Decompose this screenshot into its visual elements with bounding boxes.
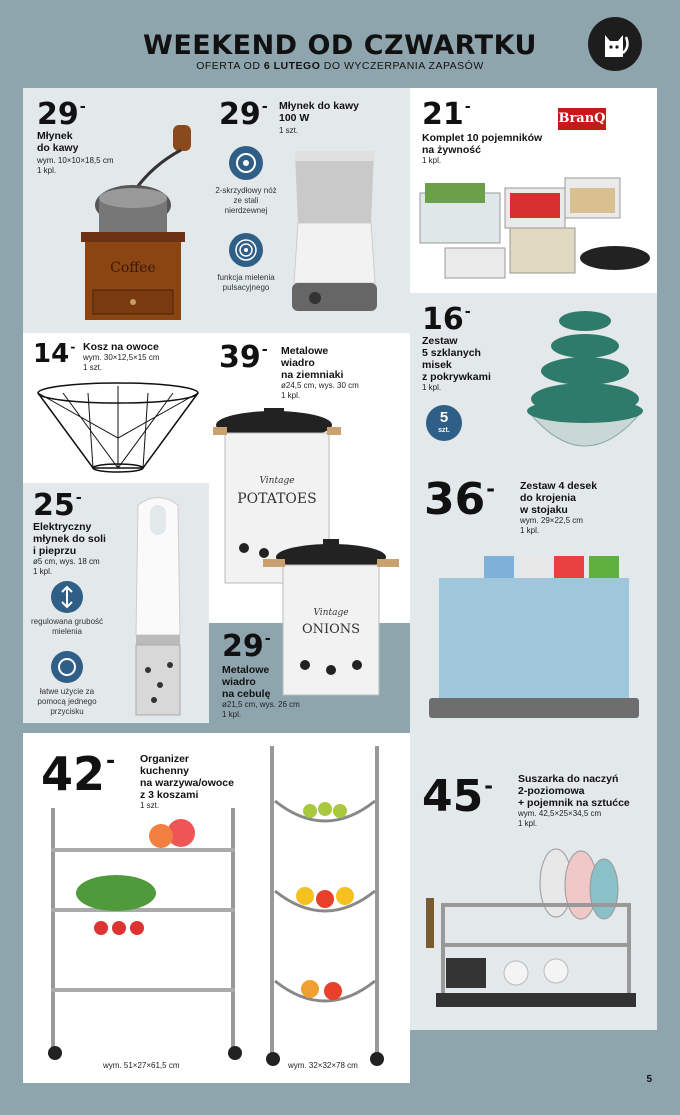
price: 42-	[41, 747, 116, 801]
product-card-cutting-boards	[410, 468, 657, 733]
price: 45-	[422, 771, 493, 822]
wire-basket-image	[33, 378, 203, 478]
product-title: Suszarka do naczyń 2-poziomowa + pojemnik na sztućce	[518, 773, 630, 809]
cutting-boards-image	[424, 548, 649, 728]
grind-adjust-icon	[51, 581, 83, 613]
product-title: Komplet 10 pojemników na żywność	[422, 132, 543, 156]
organizer-dims-a: wym. 51×27×61,5 cm	[103, 1061, 180, 1070]
product-info: 1 szt.	[140, 801, 160, 810]
product-title: Zestaw 5 szklanych misek z pokrywkami	[422, 335, 491, 383]
containers-image	[415, 173, 655, 288]
price: 29-	[219, 97, 268, 132]
product-info: 1 kpl.	[422, 156, 442, 165]
price: 21-	[422, 97, 471, 132]
price: 39-	[219, 340, 268, 375]
page-number: 5	[646, 1074, 652, 1085]
product-title: Kosz na owoce	[83, 341, 159, 353]
price: 14-	[33, 339, 76, 369]
product-title: Organizer kuchenny na warzywa/owoce z 3 koszami	[140, 753, 234, 801]
product-card-organizer	[23, 733, 410, 1083]
coffee-grinder-image	[73, 120, 203, 330]
trolley-tower-image	[255, 741, 395, 1071]
price: 16-	[422, 302, 471, 337]
product-title: Młynek do kawy 100 W	[279, 100, 359, 124]
electric-grinder-image	[287, 143, 382, 318]
product-title: Metalowe wiadro na ziemniaki	[281, 345, 344, 381]
product-info: wym. 30×12,5×15 cm 1 szt.	[83, 353, 160, 372]
svg-text:Vintage: Vintage	[313, 608, 349, 618]
svg-text:ONIONS: ONIONS	[301, 622, 361, 637]
product-info: wym. 29×22,5 cm 1 kpl.	[520, 516, 583, 535]
price: 36-	[424, 474, 495, 525]
blade-icon	[229, 146, 263, 180]
onions-bucket-image	[255, 535, 415, 705]
product-card-grinder-wood	[23, 88, 209, 333]
product-info: wym. 10×10×18,5 cm 1 kpl.	[37, 156, 114, 175]
feature-button: łatwe użycie za pomocą jednego przycisku	[37, 687, 97, 716]
brand-logo: BranQ	[558, 108, 606, 130]
price: 25-	[33, 488, 82, 523]
quantity-badge: 5 szt.	[426, 405, 462, 441]
feature-pulse: funkcja mielenia pulsacyjnego	[217, 273, 275, 292]
one-button-icon	[51, 651, 83, 683]
svg-text:Coffee: Coffee	[110, 260, 156, 276]
product-card-fruit-basket	[23, 333, 209, 483]
product-card-salt-mill	[23, 483, 209, 723]
trolley-three-tier-image	[41, 798, 246, 1068]
offer-suffix: DO WYCZERPANIA ZAPASÓW	[323, 60, 484, 72]
price-onions: 29-	[222, 629, 271, 664]
pulse-icon	[229, 233, 263, 267]
product-info-onions: ø21,5 cm, wys. 26 cm 1 kpl.	[222, 700, 300, 719]
organizer-dims-b: wym. 32×32×78 cm	[288, 1061, 358, 1070]
svg-text:Vintage: Vintage	[259, 476, 295, 486]
product-info: wym. 42,5×25×34,5 cm 1 kpl.	[518, 809, 602, 828]
dish-rack-image	[416, 843, 651, 1028]
product-info: 1 szt.	[279, 126, 299, 135]
offer-prefix: OFERTA OD	[196, 60, 261, 72]
product-title: Elektryczny młynek do soli i pieprzu	[33, 521, 106, 557]
offer-date: 6 LUTEGO	[263, 60, 321, 72]
product-title: Młynek do kawy	[37, 130, 79, 154]
price: 29-	[37, 97, 86, 132]
feature-blade: 2-skrzydłowy nóż ze stali nierdzewnej	[215, 186, 277, 215]
product-title: Zestaw 4 desek do krojenia w stojaku	[520, 480, 598, 516]
product-card-grinder-electric	[209, 88, 410, 333]
product-card-dish-rack	[410, 733, 657, 1030]
product-info: ø5 cm, wys. 18 cm 1 kpl.	[33, 557, 100, 576]
product-card-containers	[410, 88, 657, 293]
svg-text:POTATOES: POTATOES	[237, 491, 317, 507]
glass-bowls-image	[520, 301, 650, 466]
product-card-bowls	[410, 293, 657, 468]
salt-mill-image	[118, 495, 198, 720]
feature-grind: regulowana grubość mielenia	[30, 617, 104, 636]
cat-logo-icon	[588, 17, 642, 71]
offer-dates	[0, 60, 680, 72]
page-title: WEEKEND OD CZWARTKU	[143, 30, 537, 61]
product-info: ø24,5 cm, wys. 30 cm 1 kpl.	[281, 381, 359, 400]
product-title-onions: Metalowe wiadro na cebulę	[222, 664, 271, 700]
product-info: 1 kpl.	[422, 383, 442, 392]
